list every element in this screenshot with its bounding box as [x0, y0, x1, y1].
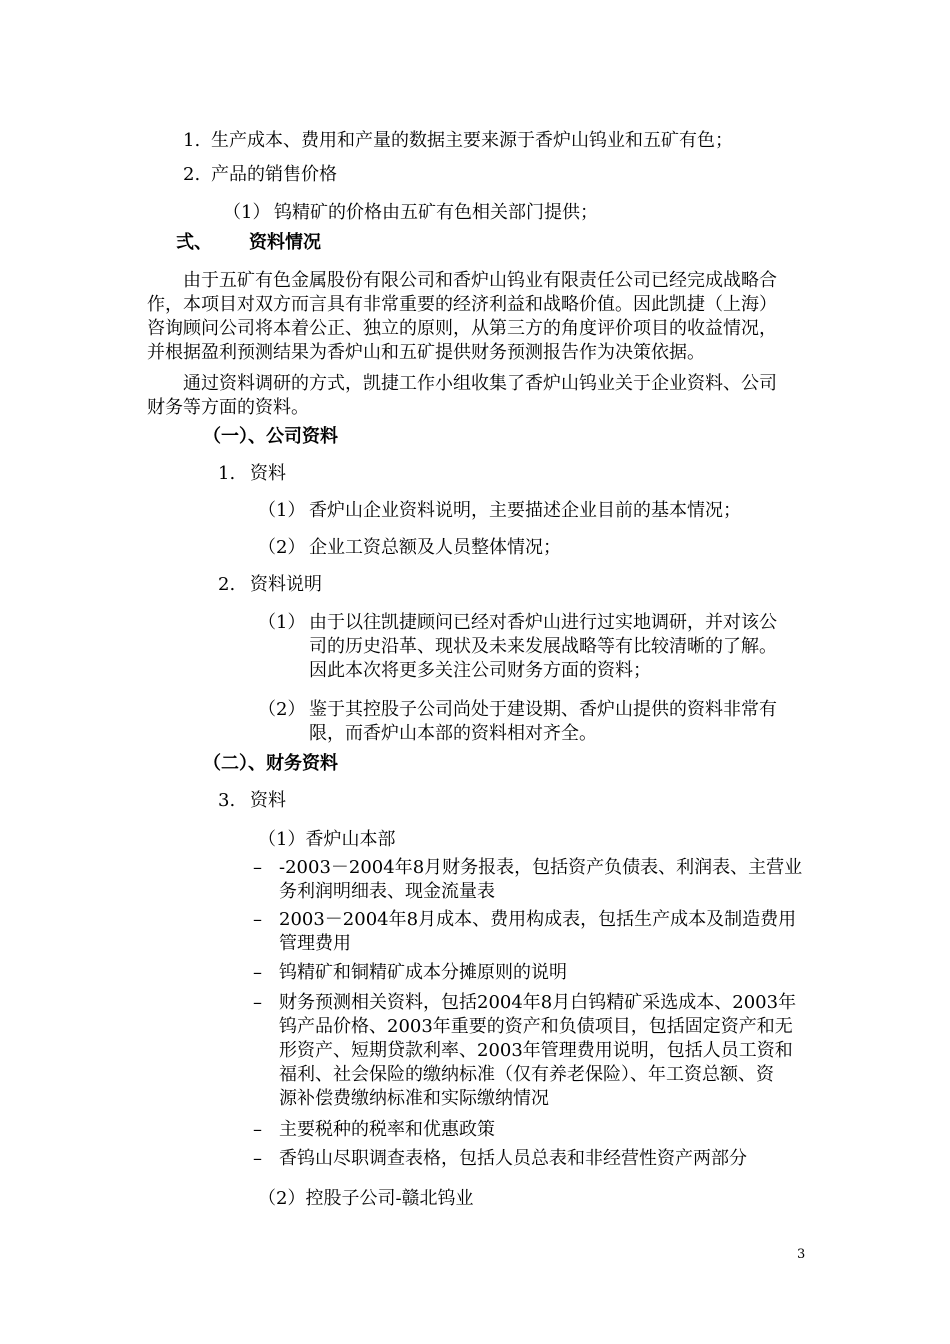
bullet-text-line: 香钨山尽职调查表格，包括人员总表和非经营性资产两部分 [279, 1148, 747, 1169]
bullet-text-line: 务利润明细表、现金流量表 [279, 881, 495, 902]
dash-bullet: – [253, 857, 262, 878]
bullet-text-line: -2003－2004年8月财务报表，包括资产负债表、利润表、主营业 [279, 857, 803, 878]
bullet-text-line: 钨产品价格、2003年重要的资产和负债项目，包括固定资产和无 [279, 1016, 793, 1037]
list-text: 资料 [250, 790, 286, 811]
list-text: 资料 [250, 463, 286, 484]
dash-bullet: – [253, 909, 262, 930]
price-subitem [223, 200, 598, 226]
list-text: 生产成本、费用和产量的数据主要来源于香炉山钨业和五矿有色； [211, 130, 733, 151]
bullet-text-line: 福利、社会保险的缴纳标准（仅有养老保险）、年工资总额、资 [279, 1064, 774, 1085]
list-item-2 [183, 162, 337, 188]
sub-text-line: 由于以往凯捷顾问已经对香炉山进行过实地调研，并对该公 [309, 612, 777, 633]
bullet-text-line: 管理费用 [279, 933, 351, 954]
company-subitem-2 [258, 535, 561, 561]
bullet-text-line: 源补偿费缴纳标准和实际缴纳情况 [279, 1088, 549, 1109]
sub-number: （1） [258, 500, 306, 521]
dash-bullet: – [253, 1148, 262, 1169]
dash-bullet: – [253, 992, 262, 1013]
section-number: 弍、 [176, 232, 212, 253]
finance-hq-subheading: （1）香炉山本部 [258, 829, 396, 850]
list-text: 资料说明 [250, 574, 322, 595]
paragraph-line: 财务等方面的资料。 [147, 397, 309, 418]
company-heading: （一）、公司资料 [203, 426, 338, 447]
bullet-text-line: 2003－2004年8月成本、费用构成表，包括生产成本及制造费用 [279, 909, 797, 930]
sub-text: 企业工资总额及人员整体情况； [309, 537, 561, 558]
finance-subsidiary-subheading: （2）控股子公司-赣北钨业 [258, 1188, 474, 1209]
sub-number: （1） [223, 202, 271, 223]
finance-item-3 [218, 788, 286, 814]
section-heading [176, 230, 321, 256]
bullet-text-line: 形资产、短期贷款利率、2003年管理费用说明，包括人员工资和 [279, 1040, 793, 1061]
list-text: 产品的销售价格 [211, 164, 337, 185]
dash-bullet: – [253, 1119, 262, 1140]
paragraph-line: 由于五矿有色金属股份有限公司和香炉山钨业有限责任公司已经完成战略合 [183, 270, 777, 291]
sub-number: （2） [258, 699, 306, 720]
sub-number: （2） [258, 537, 306, 558]
page-number: 3 [797, 1247, 806, 1262]
list-number: 1. [183, 130, 201, 151]
sub-text-line: 司的历史沿革、现状及未来发展战略等有比较清晰的了解。 [309, 636, 777, 657]
sub-text-line: 限，而香炉山本部的资料相对齐全。 [309, 723, 597, 744]
sub-text-line: 鉴于其控股子公司尚处于建设期、香炉山提供的资料非常有 [309, 699, 777, 720]
paragraph-line: 并根据盈利预测结果为香炉山和五矿提供财务预测报告作为决策依据。 [147, 342, 705, 363]
sub-text: 钨精矿的价格由五矿有色相关部门提供； [274, 202, 598, 223]
list-number: 3. [218, 790, 236, 811]
bullet-text-line: 主要税种的税率和优惠政策 [279, 1119, 495, 1140]
paragraph-line: 作，本项目对双方而言具有非常重要的经济利益和战略价值。因此凯捷（上海） [147, 294, 777, 315]
paragraph-line: 咨询顾问公司将本着公正、独立的原则，从第三方的角度评价项目的收益情况， [147, 318, 777, 339]
finance-heading: （二）、财务资料 [203, 753, 338, 774]
sub-text-line: 因此本次将更多关注公司财务方面的资料； [309, 660, 651, 681]
list-number: 2. [218, 574, 236, 595]
list-number: 2. [183, 164, 201, 185]
paragraph-line: 通过资料调研的方式，凯捷工作小组收集了香炉山钨业关于企业资料、公司 [183, 373, 777, 394]
sub-text: 香炉山企业资料说明，主要描述企业目前的基本情况； [309, 500, 741, 521]
sub-number: （1） [258, 612, 306, 633]
dash-bullet: – [253, 962, 262, 983]
list-item-1 [183, 128, 733, 154]
company-item-1 [218, 461, 286, 487]
bullet-text-line: 财务预测相关资料，包括2004年8月白钨精矿采选成本、2003年 [279, 992, 797, 1013]
section-title: 资料情况 [249, 232, 321, 253]
list-number: 1. [218, 463, 236, 484]
company-subitem-1 [258, 498, 741, 524]
company-item-2 [218, 572, 322, 598]
bullet-text-line: 钨精矿和铜精矿成本分摊原则的说明 [279, 962, 567, 983]
